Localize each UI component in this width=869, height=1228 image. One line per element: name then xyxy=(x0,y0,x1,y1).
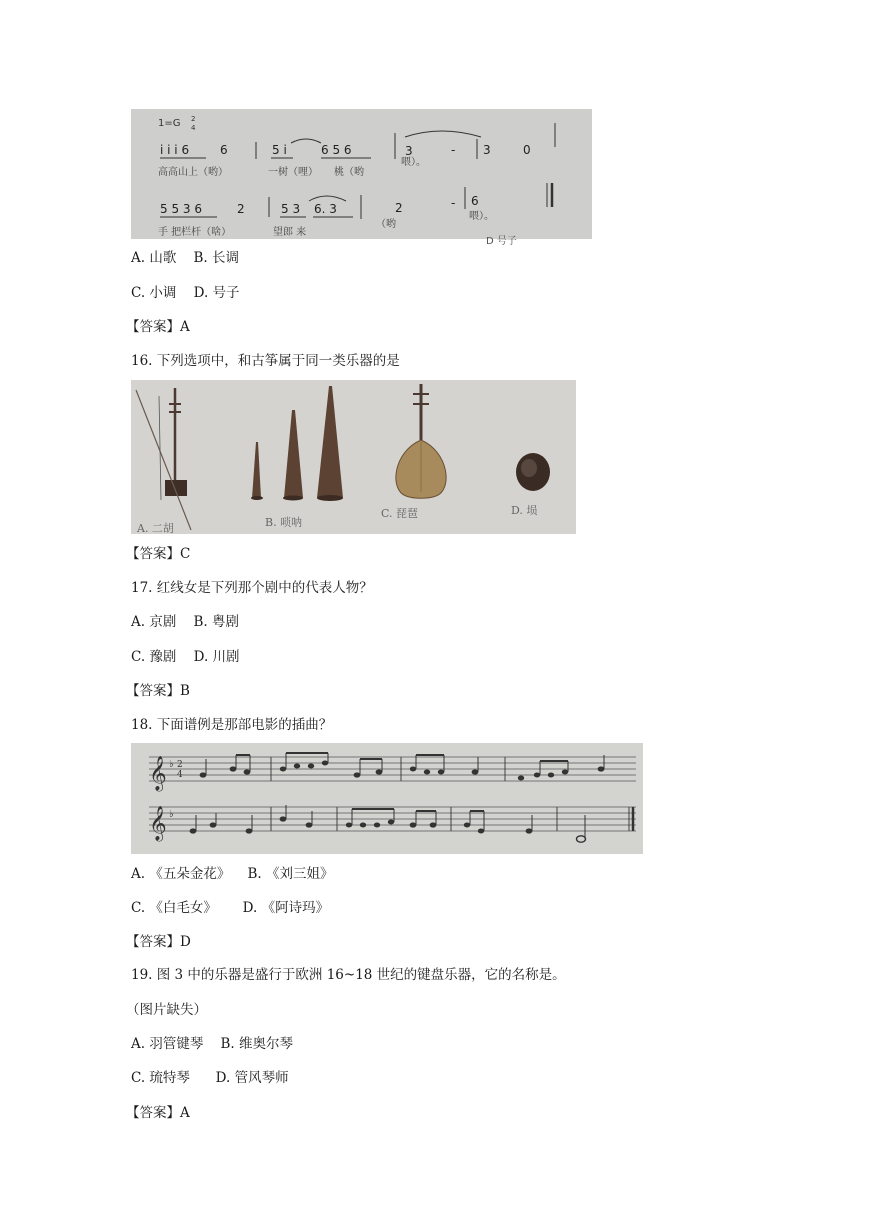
row2-note-group: 2 xyxy=(237,202,245,216)
q19-answer: 【答案】A xyxy=(126,1105,190,1121)
row1-lyric: 高高山上（哟） xyxy=(158,167,228,178)
q18-options-line2: C. 《白毛女》 D. 《阿诗玛》 xyxy=(131,900,330,916)
row1-note-group: 0 xyxy=(523,143,531,157)
row1-lyric: 一树（哩） xyxy=(268,167,318,178)
cut-off-option-text: D 号子 xyxy=(486,236,517,247)
q18-answer: 【答案】D xyxy=(126,934,191,950)
time-sig-top: 2 xyxy=(191,115,196,123)
row2-note-group: 6 xyxy=(471,194,479,208)
row1-note-group: 6 xyxy=(220,143,228,157)
treble-clef-icon: 𝄞 xyxy=(149,756,167,791)
q19-missing-image-note: （图片缺失） xyxy=(126,1002,207,1018)
row2-lyric: 手 把栏杆（啥） xyxy=(158,227,232,238)
q18-question: 18. 下面谱例是那部电影的插曲？ xyxy=(131,717,333,733)
jianpu-score-image xyxy=(131,109,592,247)
row1-note-group: 3 xyxy=(405,144,413,158)
instrument-label-erhu: A. 二胡 xyxy=(137,522,174,535)
q15-answer: 【答案】A xyxy=(126,319,190,335)
row1-note-group: 5 i xyxy=(272,143,287,157)
row2-lyric: （哟 xyxy=(376,219,396,230)
row1-lyric: 喂）。 xyxy=(401,157,426,168)
q19-options-line2: C. 琉特琴 D. 管风琴师 xyxy=(131,1070,289,1086)
row2-note-group: 5 5 3 6 xyxy=(160,202,202,216)
q19-question: 19. 图 3 中的乐器是盛行于欧洲 16~18 世纪的键盘乐器，它的名称是。 xyxy=(131,967,566,983)
row2-note-group: 6. 3 xyxy=(314,202,337,216)
row2-note-group: 2 xyxy=(395,201,403,215)
flat-sign: ♭ xyxy=(169,809,174,820)
row1-lyric: 桃（哟 xyxy=(334,167,364,178)
row2-note-group: 5 3 xyxy=(281,202,301,216)
row1-note-group: 3 xyxy=(483,143,491,157)
instrument-label-pipa: C. 琵琶 xyxy=(381,507,419,520)
row2-lyric: 喂）。 xyxy=(469,211,494,222)
xun-icon xyxy=(516,453,550,491)
q17-answer: 【答案】B xyxy=(126,683,190,699)
row2-note-group: - xyxy=(451,196,456,210)
q17-options-line2: C. 豫剧 D. 川剧 xyxy=(131,649,240,665)
time-sig-bottom: 4 xyxy=(191,124,196,132)
q16-answer: 【答案】C xyxy=(126,546,191,562)
time-sig-top: 2 xyxy=(177,760,183,770)
row1-note-group: - xyxy=(451,143,456,157)
treble-clef-icon: 𝄞 xyxy=(149,806,167,841)
staff-score-image xyxy=(131,743,643,854)
flat-sign: ♭ xyxy=(169,759,174,770)
instrument-label-xun: D. 埙 xyxy=(511,504,538,517)
q19-options-line1: A. 羽管键琴 B. 维奥尔琴 xyxy=(131,1036,293,1052)
q15-options-line1: A. 山歌 B. 长调 xyxy=(131,250,239,266)
row1-note-group: 6 5 6 xyxy=(321,143,352,157)
q15-options-line2: C. 小调 D. 号子 xyxy=(131,285,240,301)
instruments-image xyxy=(131,380,576,534)
row1-note-group: i i i 6 xyxy=(160,143,190,157)
q17-options-line1: A. 京剧 B. 粤剧 xyxy=(131,614,239,630)
q18-options-line1: A. 《五朵金花》 B. 《刘三姐》 xyxy=(131,866,334,882)
q17-question: 17. 红线女是下列那个剧中的代表人物？ xyxy=(131,580,373,596)
instrument-label-suona: B. 唢呐 xyxy=(265,516,303,529)
row2-lyric: 望郎 来 xyxy=(273,227,307,238)
key-signature: 1=G xyxy=(158,118,181,129)
q16-question: 16. 下列选项中，和古筝属于同一类乐器的是 xyxy=(131,353,400,369)
time-sig-bottom: 4 xyxy=(177,770,183,780)
